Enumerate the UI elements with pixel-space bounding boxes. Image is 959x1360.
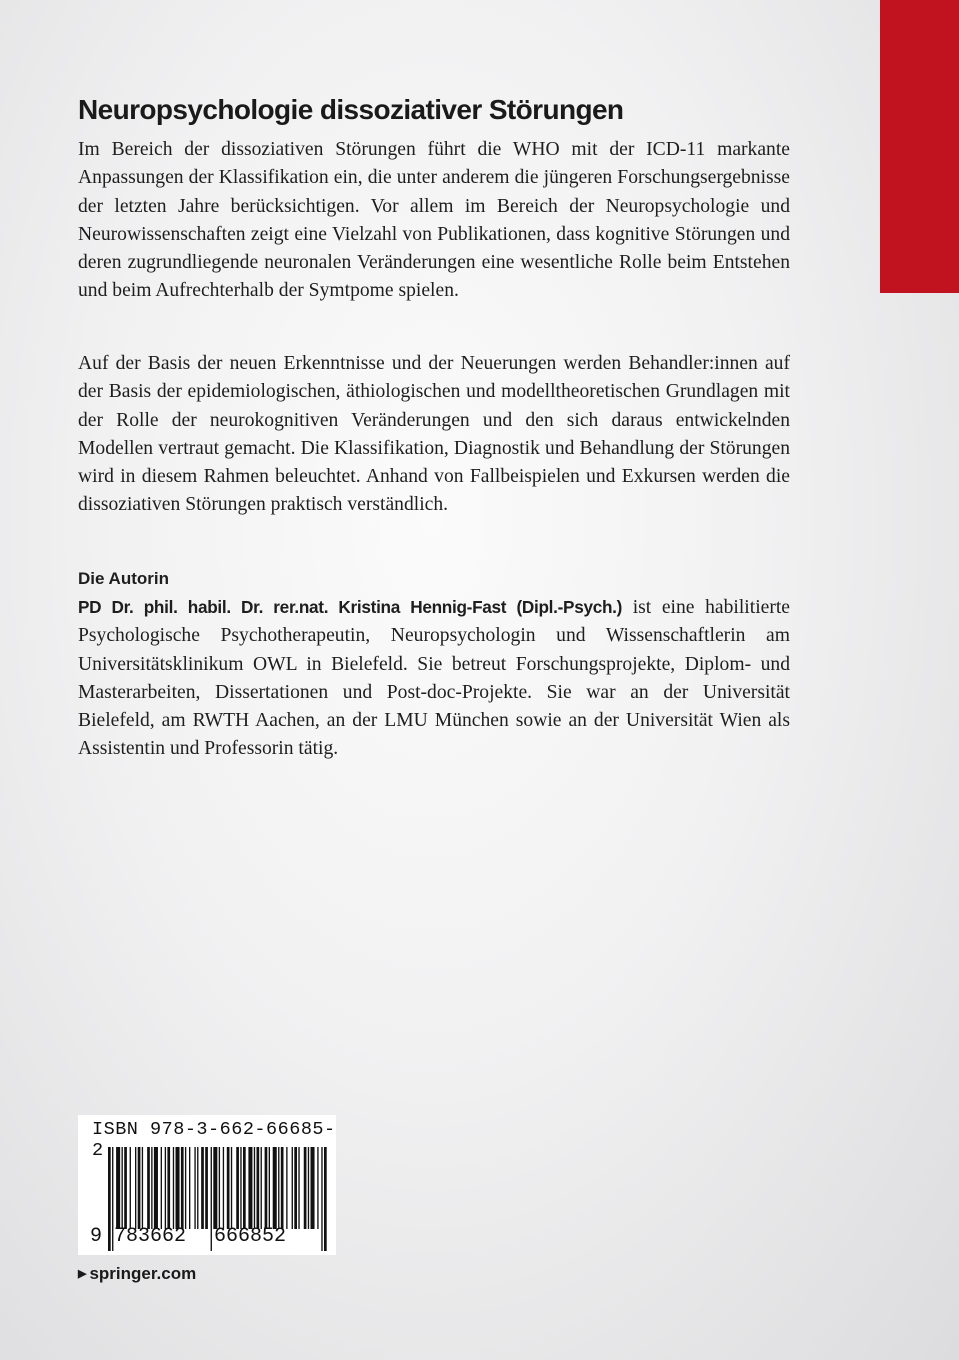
barcode-bar: [243, 1147, 246, 1229]
barcode-bar: [248, 1147, 252, 1229]
barcode-bar: [286, 1147, 287, 1229]
barcode-bar: [151, 1147, 152, 1229]
barcode-bar: [165, 1147, 166, 1229]
barcode-bar: [138, 1147, 141, 1229]
barcode-bar: [130, 1147, 131, 1229]
barcode-bar: [142, 1147, 143, 1229]
barcode-bar: [116, 1147, 120, 1229]
barcode-bar: [197, 1147, 198, 1229]
red-accent-tab: [880, 0, 959, 293]
barcode-bar: [219, 1147, 220, 1229]
description-paragraph-1: Im Bereich der dissoziativen Störungen führt die WHO mit der ICD-11 markante Anpassungen der Klassifikation ein, die unter anderem die jüngeren Forschungsergebnisse der letzten Jahre berücksichtigen. Vor allem im Bereich der Neuropsychologie und Neurowissenschaften zeigt eine Vielzahl von Publikationen, dass kognitive Störungen und deren zugrundliegende neuronalen Veränderungen eine wesentliche Rolle beim Entstehen und beim Aufrechterhalb der Symtpome spielen.: [78, 139, 790, 302]
barcode-bar: [227, 1147, 230, 1229]
barcode-bar: [185, 1147, 186, 1229]
barcode-digits: [88, 1225, 328, 1253]
barcode-bar: [194, 1147, 195, 1229]
author-heading: Die Autorin: [78, 569, 169, 588]
publisher-link[interactable]: [78, 1263, 196, 1285]
barcode-bar: [122, 1147, 123, 1229]
barcode-bar: [278, 1147, 279, 1229]
barcode-bar: [213, 1147, 217, 1229]
barcode-bar: [173, 1147, 174, 1229]
barcode-bar: [273, 1147, 277, 1229]
barcode-bar: [147, 1147, 150, 1229]
barcode-bar: [205, 1147, 208, 1229]
barcode-bar: [189, 1147, 190, 1229]
book-title: Neuropsychologie dissoziativer Störungen: [78, 93, 624, 125]
barcode-bar: [261, 1147, 262, 1229]
barcode-bar: [231, 1147, 232, 1229]
barcode-bar: [281, 1147, 284, 1229]
barcode-bar: [181, 1147, 184, 1229]
barcode-bar: [308, 1147, 309, 1229]
barcode-bar: [254, 1147, 255, 1229]
barcode-bar: [317, 1147, 318, 1229]
barcode-bar: [304, 1147, 307, 1229]
barcode-bar: [269, 1147, 270, 1229]
barcode-bar: [223, 1147, 224, 1229]
barcode-bar: [154, 1147, 158, 1229]
author-name: PD Dr. phil. habil. Dr. rer.nat. Kristina Hennig-Fast (Dipl.-Psych.): [78, 597, 623, 617]
barcode-bar: [257, 1147, 260, 1229]
barcode-bar: [292, 1147, 293, 1229]
barcode-bar: [176, 1147, 180, 1229]
barcode-bar: [298, 1147, 299, 1229]
barcode-bar: [201, 1147, 204, 1229]
barcode-bar: [124, 1147, 127, 1229]
barcode-digit-prefix: 9: [90, 1225, 103, 1248]
isbn-barcode: [78, 1115, 336, 1255]
barcode-bar: [167, 1147, 170, 1229]
author-bio-text: ist eine habilitierte Psychologische Psychotherapeutin, Neuropsychologin und Wissenschaftlerin am Universitätsklinikum OWL in Bielefeld. Sie betreut Forschungsprojekte, Diplom- und Masterarbeiten, Dissertationen und Post-doc-Projekte. Sie war an der Universität Bielefeld, am RWTH Aachen, an der LMU München sowie an der Universität Wien als Assistentin und Professorin tätig.: [78, 597, 790, 760]
barcode-digits-right: 666852: [214, 1225, 287, 1248]
barcode-bar: [294, 1147, 297, 1229]
play-arrow-icon: ▶: [78, 1268, 87, 1280]
barcode-bar: [240, 1147, 241, 1229]
barcode-digits-left: 783662: [114, 1225, 187, 1248]
author-bio: [78, 593, 790, 764]
barcode-bar: [265, 1147, 268, 1229]
barcode-bar: [236, 1147, 239, 1229]
isbn-label: ISBN 978-3-662-66685-2: [92, 1119, 336, 1161]
publisher-link-text: springer.com: [89, 1264, 197, 1283]
description-paragraph-2: Auf der Basis der neuen Erkenntnisse und der Neuerungen werden Behandler:innen auf der Basis der epidemiologischen, äthiologischen und modelltheoretischen Grundlagen mit der Rolle der neurokognitiven Veränderungen und den sich daraus entwickelnden Modellen vertraut gemacht. Die Klassifikation, Diagnostik und Behandlung der Störungen wird in diesem Rahmen beleuchtet. Anhand von Fallbeispielen und Exkursen werden die dissoziativen Störungen praktisch verständlich.: [78, 353, 790, 516]
barcode-bar: [161, 1147, 162, 1229]
barcode-bar: [311, 1147, 315, 1229]
barcode-bar: [135, 1147, 136, 1229]
